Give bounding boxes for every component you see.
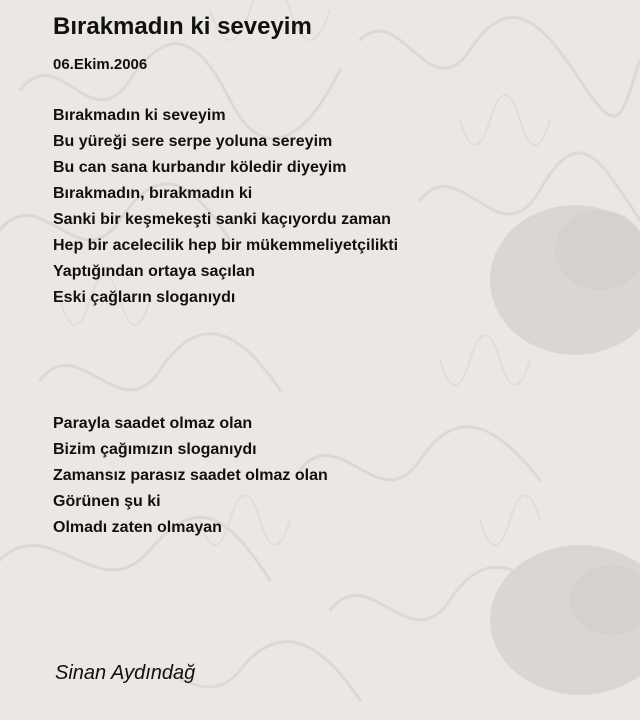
poem-line: Bizim çağımızın sloganıydı [53,441,257,458]
poem-line: Bırakmadın, bırakmadın ki [53,185,253,202]
poem-line: Yaptığından ortaya saçılan [53,263,255,280]
stanza-1 [53,103,398,311]
poem-line: Bırakmadın ki seveyim [53,107,226,124]
poem-line: Bu yüreği sere serpe yoluna sereyim [53,133,333,150]
poem-line: Parayla saadet olmaz olan [53,415,253,432]
poem-author: Sinan Aydındağ [55,662,196,684]
poem-line: Sanki bir keşmekeşti sanki kaçıyordu zaman [53,211,391,228]
poem-line: Eski çağların sloganıydı [53,289,236,306]
poem-line: Görünen şu ki [53,493,161,510]
poem-line: Hep bir acelecilik hep bir mükemmeliyetçilikti [53,237,399,254]
poem-date: 06.Ekim.2006 [53,56,148,73]
poem-line: Olmadı zaten olmayan [53,519,222,536]
poem-title: Bırakmadın ki seveyim [53,13,312,40]
poem-line: Zamansız parasız saadet olmaz olan [53,467,328,484]
stanza-2 [53,411,328,541]
poem-line: Bu can sana kurbandır köledir diyeyim [53,159,347,176]
